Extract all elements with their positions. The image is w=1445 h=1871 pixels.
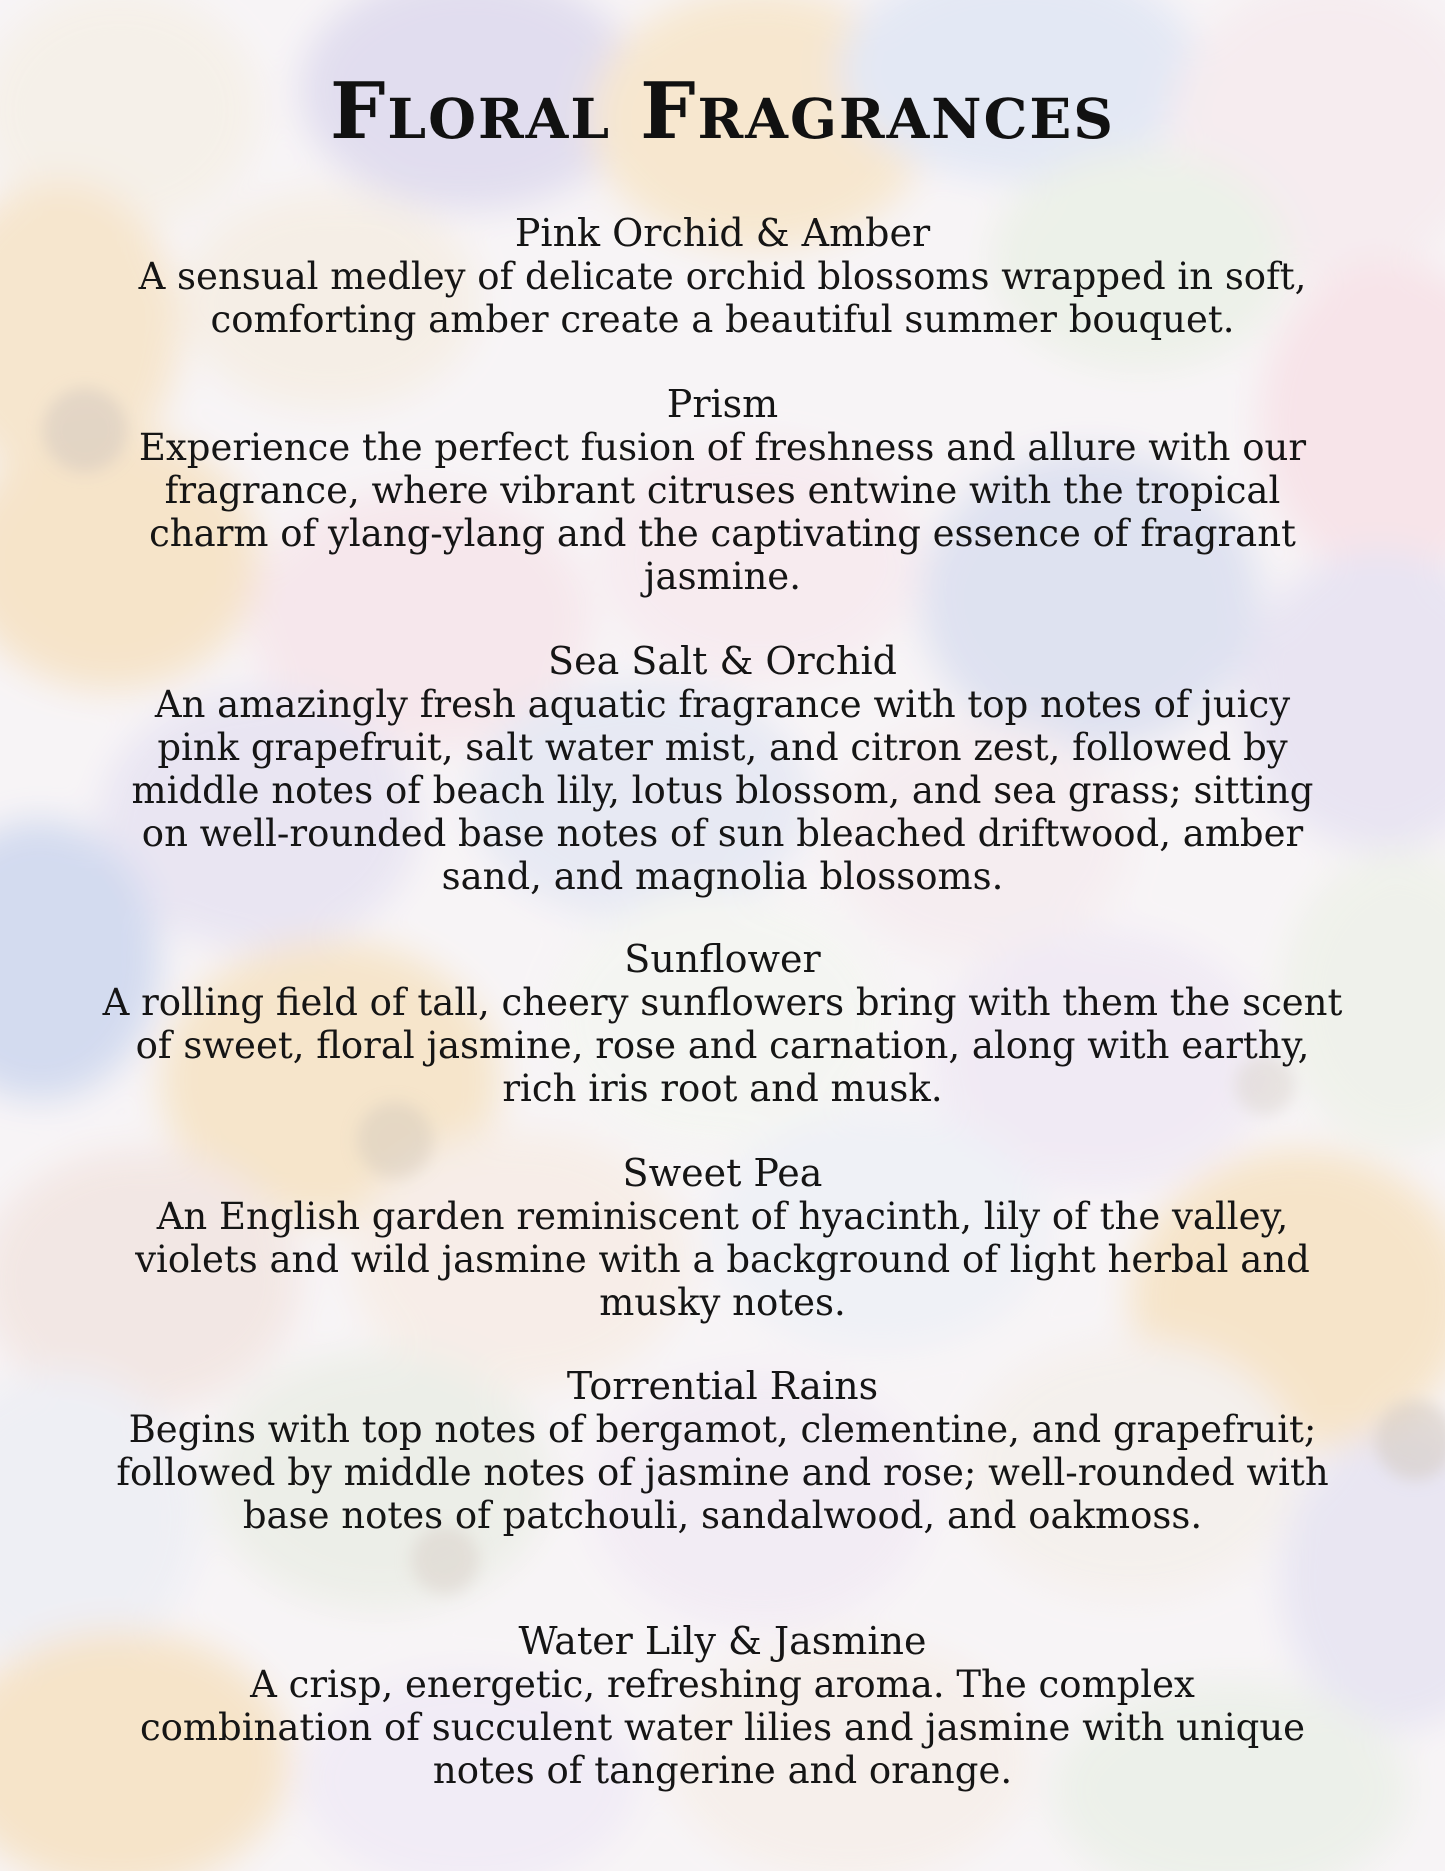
fragrance-entry-sea-salt-orchid xyxy=(90,640,1355,898)
page-title: Floral Fragrances xyxy=(330,66,1115,157)
fragrance-name: Pink Orchid & Amber xyxy=(514,211,931,255)
fragrance-entry-pink-orchid-amber xyxy=(90,212,1355,341)
fragrance-name: Sunflower xyxy=(624,937,821,981)
fragrance-description: Begins with top notes of bergamot, clementine, and grapefruit; followed by middle notes of jasmine and rose; well-rounded with base notes of patchouli, sandalwood, and oakmoss. xyxy=(116,1408,1329,1537)
fragrance-entry-torrential-rains xyxy=(90,1365,1355,1537)
fragrance-entry-prism xyxy=(90,383,1355,598)
fragrance-name: Prism xyxy=(666,382,779,426)
fragrance-description: An English garden reminiscent of hyacinth, lily of the valley, violets and wild jasmine with a background of light herbal and musky notes. xyxy=(135,1195,1310,1324)
fragrance-name: Sea Salt & Orchid xyxy=(548,639,897,683)
fragrance-description: A rolling field of tall, cheery sunflowers bring with them the scent of sweet, floral jasmine, rose and carnation, along with earthy, rich iris root and musk. xyxy=(102,981,1343,1110)
fragrance-entry-sweet-pea xyxy=(90,1152,1355,1324)
fragrance-name: Torrential Rains xyxy=(566,1364,879,1408)
fragrance-description: A crisp, energetic, refreshing aroma. The complex combination of succulent water lilies and jasmine with unique notes of tangerine and orange. xyxy=(139,1663,1306,1792)
fragrance-description: A sensual medley of delicate orchid blossoms wrapped in soft, comforting amber create a beautiful summer bouquet. xyxy=(138,255,1307,341)
fragrance-name: Sweet Pea xyxy=(622,1151,823,1195)
fragrance-name: Water Lily & Jasmine xyxy=(518,1619,927,1663)
fragrance-entry-sunflower xyxy=(90,938,1355,1110)
fragrance-description: Experience the perfect fusion of freshness and allure with our fragrance, where vibrant citruses entwine with the tropical charm of ylang-ylang and the captivating essence of fragrant jasmine. xyxy=(138,426,1307,598)
fragrance-entry-water-lily-jasmine xyxy=(90,1620,1355,1792)
fragrance-description: An amazingly fresh aquatic fragrance with top notes of juicy pink grapefruit, salt water mist, and citron zest, followed by middle notes of beach lily, lotus blossom, and sea grass; sitting on well-rounded base notes of sun bleached driftwood, amber sand, and magnolia blossoms. xyxy=(131,683,1314,898)
